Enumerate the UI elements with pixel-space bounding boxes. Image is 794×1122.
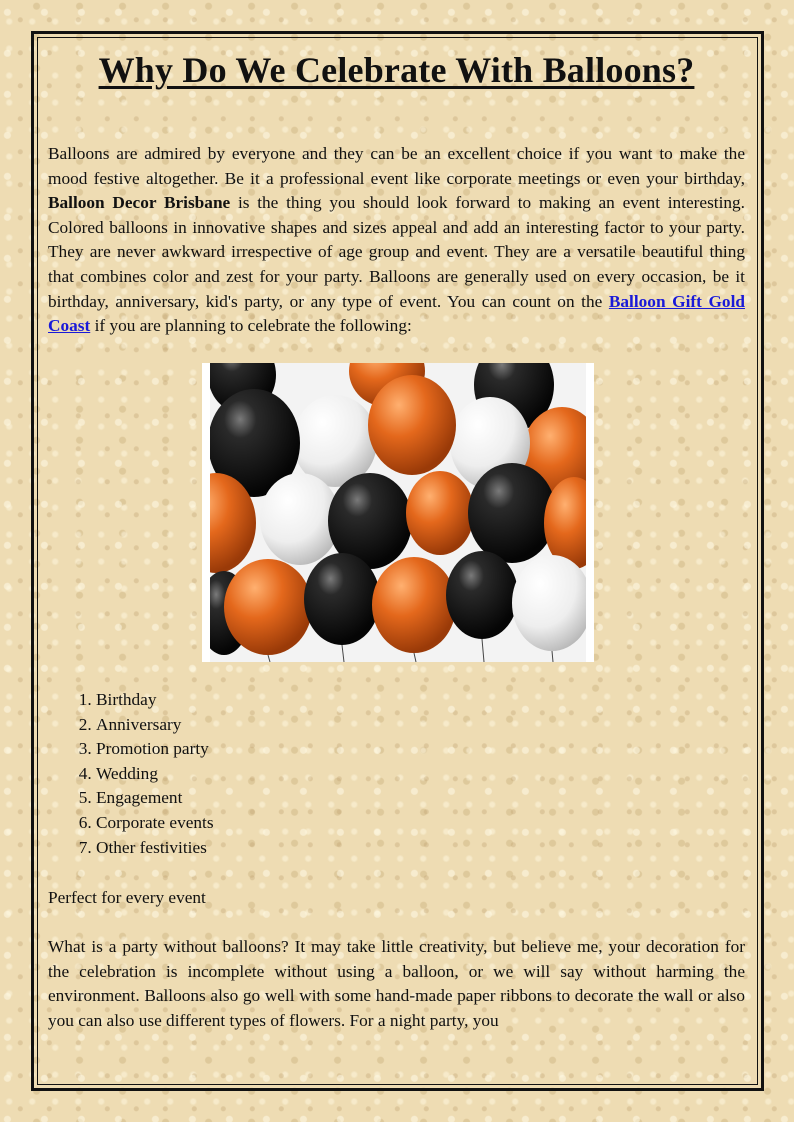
balloons-photo [202, 363, 594, 662]
balloons-illustration [202, 363, 594, 662]
intro-bold-keyword: Balloon Decor Brisbane [48, 193, 231, 213]
list-item: 4. Wedding [96, 762, 214, 787]
list-item: 1. Birthday [96, 688, 214, 713]
list-item: 5. Engagement [96, 786, 214, 811]
balloon-gift-link[interactable]: Balloon Gift Gold Coast [48, 291, 745, 336]
list-item: 6. Corporate events [96, 811, 214, 836]
intro-paragraph [48, 142, 745, 339]
list-item: 7. Other festivities [96, 836, 214, 861]
intro-text-2: is the thing you should look forward to making an event interesting. Colored balloons in innovative shapes and sizes appeal and add an interesting factor to your party. They are never awkward irrespective of age group and event. They are a versatile beautiful thing that combines color and zest for your party. Balloons are generally used on every occasion, be it birthday, anniversary, kid's party, or any type of event. You can count on the [48, 193, 745, 311]
list-item: 2. Anniversary [96, 713, 214, 738]
celebration-list [48, 688, 214, 860]
document-body [48, 48, 745, 1030]
list-item: 3. Promotion party [96, 737, 214, 762]
intro-text-3: if you are planning to celebrate the following: [90, 316, 412, 336]
closing-paragraph: What is a party without balloons? It may take little creativity, but believe me, your decoration for the celebration is incomplete without using a balloon, or we will say without harming the environment. Balloons also go well with some hand-made paper ribbons to decorate the wall or also you can also use different types of flowers. For a night party, you [48, 937, 745, 1030]
page-title: Why Do We Celebrate With Balloons? [98, 50, 695, 90]
intro-text-1: Balloons are admired by everyone and they can be an excellent choice if you want to make the mood festive altogether. Be it a professional event like corporate meetings or even your birthday, [48, 144, 745, 188]
subheading: Perfect for every event [48, 888, 206, 907]
